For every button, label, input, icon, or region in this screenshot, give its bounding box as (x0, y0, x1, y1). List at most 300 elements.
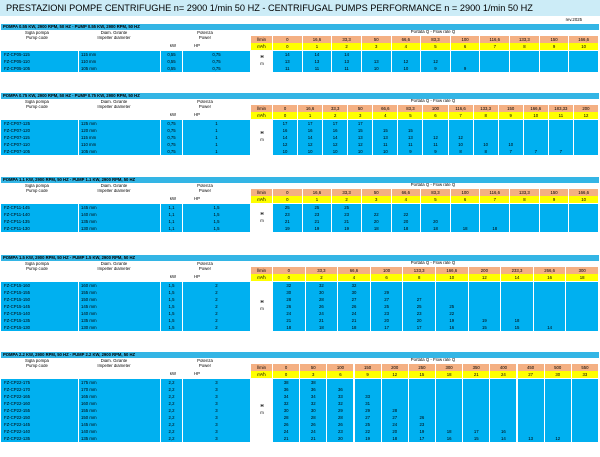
table-row[interactable] (1, 414, 599, 421)
kw-cell: 2,2 (161, 379, 183, 386)
head-value-cell: 14 (490, 435, 517, 442)
table-row[interactable] (1, 428, 599, 435)
flow-rate-label: Portata Q - Flow rate Q (410, 261, 456, 265)
head-value-cell (518, 428, 545, 435)
flow-m3h-cell: 4 (392, 196, 422, 203)
power-label: Power (198, 36, 212, 40)
head-value-cell: 14 (273, 134, 298, 141)
head-value-cell (451, 204, 481, 211)
kw-cell: 2,2 (161, 414, 183, 421)
table-row[interactable] (1, 393, 599, 400)
flow-m3h-cell: 30 (545, 371, 572, 378)
impeller-diameter-cell: 175 mm (79, 379, 161, 386)
pump-code-cell: FZ-CP07-110 (1, 141, 79, 148)
head-value-cell (574, 134, 599, 141)
head-value-cell (436, 289, 469, 296)
head-value-cell (524, 141, 549, 148)
impeller-diameter-cell: 140 mm (79, 211, 161, 218)
head-H-label: H (260, 131, 264, 135)
head-value-cell (566, 317, 599, 324)
hp-cell: 3 (183, 400, 251, 407)
head-value-cell (449, 127, 474, 134)
pump-code-cell: FZ-CP22-175 (1, 379, 79, 386)
hp-cell: 2 (183, 310, 251, 317)
table-row[interactable] (1, 134, 599, 141)
unit-m3h: m³/h (251, 112, 273, 119)
head-value-cell (569, 58, 599, 65)
head-value-cell (451, 211, 481, 218)
head-value-cell (501, 282, 534, 289)
block-title: POMPA 1.1 KW, 2900 RPM, 50 HZ - PUMP 1.1 KW, 2900 RPM, 50 HZ (1, 177, 599, 183)
head-value-cell: 18 (451, 225, 481, 232)
head-value-cell (469, 282, 502, 289)
table-row[interactable] (1, 379, 599, 386)
head-value-cell (524, 127, 549, 134)
head-value-cell (382, 379, 409, 386)
head-value-cell (392, 51, 422, 58)
head-value-cell (518, 400, 545, 407)
flow-lmin-cell: 150 (540, 189, 570, 196)
table-row[interactable] (1, 51, 599, 58)
head-value-cell (436, 407, 463, 414)
potenza-label: Potenza (197, 184, 213, 188)
head-value-cell (474, 127, 499, 134)
head-value-cell (540, 211, 570, 218)
head-m-label: m (260, 138, 264, 142)
pump-code-cell: FZ-CP15-150 (1, 296, 79, 303)
flow-m3h-cell: 6 (451, 196, 481, 203)
head-value-cell (545, 414, 572, 421)
kw-cell: 0,55 (161, 58, 183, 65)
flow-m3h-cell: 9 (499, 112, 524, 119)
head-value-cell (510, 58, 540, 65)
head-value-cell (572, 421, 599, 428)
head-value-cell: 20 (392, 218, 422, 225)
flow-lmin-cell: 16,6 (298, 105, 323, 112)
pump-code-cell: FZ-CP22-170 (1, 386, 79, 393)
head-value-cell: 16 (323, 127, 348, 134)
table-row[interactable] (1, 225, 599, 232)
table-row[interactable] (1, 386, 599, 393)
flow-lmin-cell: 50 (362, 36, 392, 43)
kw-cell: 1,1 (161, 204, 183, 211)
head-value-cell: 20 (362, 218, 392, 225)
head-value-cell: 22 (362, 211, 392, 218)
head-m-label: m (260, 219, 264, 223)
head-value-cell: 32 (306, 282, 339, 289)
diam-label: Diam. Girante (100, 184, 128, 188)
head-value-cell: 29 (327, 407, 354, 414)
hp-cell: 1,5 (183, 218, 251, 225)
impeller-label: Impeller diameter (97, 105, 131, 109)
head-value-cell: 17 (409, 435, 436, 442)
flow-m3h-cell: 0 (273, 112, 298, 119)
kw-cell: 1,5 (161, 324, 183, 331)
head-value-cell (501, 310, 534, 317)
flow-lmin-cell: 166,6 (569, 36, 599, 43)
flow-m3h-cell: 0 (273, 43, 303, 50)
flow-lmin-cell: 200 (382, 364, 409, 371)
head-value-cell (566, 310, 599, 317)
pump-code-cell: FZ-CP05-105 (1, 65, 79, 72)
table-row[interactable] (1, 211, 599, 218)
head-value-cell: 12 (298, 141, 323, 148)
hp-cell: 3 (183, 386, 251, 393)
head-value-cell: 7 (524, 148, 549, 155)
head-value-cell (518, 379, 545, 386)
pump-code-cell: FZ-CP15-135 (1, 317, 79, 324)
flow-m3h-cell: 18 (566, 274, 599, 281)
flow-m3h-cell: 7 (480, 196, 510, 203)
table-row[interactable] (1, 435, 599, 442)
head-value-cell: 30 (300, 407, 327, 414)
sigla-label: Sigla pompa (25, 31, 49, 35)
hp-label: HP (194, 113, 200, 117)
hp-cell: 3 (183, 435, 251, 442)
flow-m3h-row (1, 112, 599, 119)
head-value-cell (449, 120, 474, 127)
head-value-cell (480, 204, 510, 211)
flow-lmin-cell: 0 (273, 189, 303, 196)
flow-lmin-cell: 83,3 (398, 105, 423, 112)
head-value-cell (382, 386, 409, 393)
head-value-cell: 13 (373, 134, 398, 141)
head-value-cell (524, 134, 549, 141)
head-value-cell (540, 225, 570, 232)
impeller-diameter-cell: 130 mm (79, 324, 161, 331)
head-value-cell (327, 379, 354, 386)
head-value-cell (421, 51, 451, 58)
kw-cell: 1,1 (161, 218, 183, 225)
table-row[interactable] (1, 296, 599, 303)
pump-code-cell: FZ-CP22-165 (1, 393, 79, 400)
head-value-cell (566, 324, 599, 331)
flow-rate-label: Portata Q - Flow rate Q (410, 99, 456, 103)
table-row[interactable] (1, 127, 599, 134)
head-value-cell: 24 (382, 421, 409, 428)
head-value-cell (423, 120, 448, 127)
flow-m3h-cell: 10 (436, 274, 469, 281)
head-value-cell (569, 211, 599, 218)
head-value-cell: 29 (371, 289, 404, 296)
block-title: POMPA 0.75 KW, 2900 RPM, 50 HZ - PUMP 0.75 KW, 2900 RPM, 50 HZ (1, 93, 599, 99)
head-value-cell: 30 (273, 407, 300, 414)
kw-cell: 0,75 (161, 127, 183, 134)
flow-m3h-cell: 12 (469, 274, 502, 281)
flow-m3h-cell: 8 (474, 112, 499, 119)
flow-m3h-row (1, 274, 599, 281)
flow-lmin-cell: 150 (540, 36, 570, 43)
table-row[interactable] (1, 317, 599, 324)
flow-m3h-cell: 2 (332, 43, 362, 50)
head-value-cell (549, 127, 574, 134)
head-value-cell (534, 317, 567, 324)
hp-cell: 1,5 (183, 211, 251, 218)
pump-code-cell: FZ-CP11-145 (1, 204, 79, 211)
table-row[interactable] (1, 400, 599, 407)
impeller-diameter-cell: 155 mm (79, 289, 161, 296)
head-value-cell (510, 225, 540, 232)
head-value-cell: 8 (474, 148, 499, 155)
pump-code-cell: FZ-CP15-155 (1, 289, 79, 296)
head-value-cell: 18 (421, 225, 451, 232)
head-value-cell: 26 (327, 421, 354, 428)
head-value-cell (499, 120, 524, 127)
table-row[interactable] (1, 421, 599, 428)
kw-cell: 0,55 (161, 65, 183, 72)
head-value-cell: 22 (392, 211, 422, 218)
impeller-diameter-cell: 155 mm (79, 407, 161, 414)
head-value-cell: 11 (332, 65, 362, 72)
flow-lmin-cell: 166,6 (436, 267, 469, 274)
head-value-cell (574, 141, 599, 148)
head-value-cell (436, 386, 463, 393)
kw-label: kW (169, 44, 177, 48)
head-value-cell: 15 (398, 127, 423, 134)
head-value-cell: 18 (392, 225, 422, 232)
head-value-cell: 19 (409, 428, 436, 435)
head-value-cell (574, 127, 599, 134)
power-label: Power (198, 105, 212, 109)
head-value-cell: 17 (273, 120, 298, 127)
impeller-diameter-cell: 130 mm (79, 225, 161, 232)
unit-m3h: m³/h (251, 274, 273, 281)
head-value-cell (569, 51, 599, 58)
head-value-cell: 10 (474, 141, 499, 148)
head-value-cell: 7 (549, 148, 574, 155)
hp-cell: 3 (183, 393, 251, 400)
flow-m3h-cell: 6 (423, 112, 448, 119)
flow-lmin-cell: 450 (518, 364, 545, 371)
flow-lmin-cell: 150 (499, 105, 524, 112)
head-value-cell (490, 414, 517, 421)
diam-label: Diam. Girante (100, 31, 128, 35)
head-value-cell: 26 (409, 414, 436, 421)
head-value-cell (534, 282, 567, 289)
table-row[interactable] (1, 120, 599, 127)
unit-m3h: m³/h (251, 371, 273, 378)
flow-lmin-cell: 100 (327, 364, 354, 371)
table-row[interactable] (1, 204, 599, 211)
head-value-cell (499, 134, 524, 141)
head-value-cell (373, 120, 398, 127)
unit-lmin: l/min (251, 267, 273, 274)
head-value-cell: 15 (463, 435, 490, 442)
unit-lmin: l/min (251, 105, 273, 112)
head-value-cell (490, 407, 517, 414)
head-value-cell (469, 289, 502, 296)
head-value-cell (540, 65, 570, 72)
flow-lmin-cell: 33,3 (306, 267, 339, 274)
head-value-cell (501, 289, 534, 296)
head-value-cell (436, 296, 469, 303)
flow-m3h-cell: 8 (510, 43, 540, 50)
hp-cell: 2 (183, 282, 251, 289)
head-value-cell: 14 (273, 51, 303, 58)
impeller-diameter-cell: 140 mm (79, 310, 161, 317)
head-value-cell: 16 (436, 435, 463, 442)
table-row[interactable] (1, 303, 599, 310)
head-value-cell: 20 (371, 317, 404, 324)
table-row[interactable] (1, 282, 599, 289)
head-value-cell: 12 (421, 58, 451, 65)
flow-lmin-cell: 0 (273, 36, 303, 43)
flow-m3h-cell: 3 (362, 43, 392, 50)
impeller-diameter-cell: 135 mm (79, 435, 161, 442)
table-row[interactable] (1, 310, 599, 317)
flow-m3h-cell: 7 (480, 43, 510, 50)
impeller-diameter-cell: 135 mm (79, 317, 161, 324)
flow-lmin-cell: 66,6 (392, 189, 422, 196)
table-row[interactable] (1, 58, 599, 65)
head-H-label: H (260, 212, 264, 216)
kw-cell: 1,5 (161, 317, 183, 324)
impeller-diameter-cell: 150 mm (79, 414, 161, 421)
table-row[interactable] (1, 141, 599, 148)
kw-cell: 2,2 (161, 386, 183, 393)
head-value-cell: 25 (403, 303, 436, 310)
flow-lmin-cell: 250 (409, 364, 436, 371)
head-value-cell: 18 (382, 435, 409, 442)
head-value-cell: 33 (327, 393, 354, 400)
head-value-cell (569, 204, 599, 211)
flow-lmin-cell: 16,6 (303, 189, 333, 196)
head-value-cell: 32 (273, 282, 306, 289)
flow-m3h-cell: 6 (371, 274, 404, 281)
pump-code-cell: FZ-CP07-115 (1, 134, 79, 141)
head-value-cell (409, 407, 436, 414)
flow-lmin-cell: 133,3 (510, 36, 540, 43)
head-value-cell (362, 51, 392, 58)
head-value-cell (355, 386, 382, 393)
head-value-cell (545, 428, 572, 435)
head-value-cell (540, 51, 570, 58)
table-row[interactable] (1, 148, 599, 155)
hp-cell: 1 (183, 141, 251, 148)
flow-m3h-cell: 6 (327, 371, 354, 378)
flow-m3h-row (1, 43, 599, 50)
flow-m3h-cell: 1 (303, 196, 333, 203)
head-value-cell: 23 (327, 428, 354, 435)
pump-code-cell: FZ-CP11-140 (1, 211, 79, 218)
head-value-cell (572, 386, 599, 393)
flow-lmin-cell: 33,3 (323, 105, 348, 112)
hp-cell: 3 (183, 407, 251, 414)
head-value-cell: 23 (332, 211, 362, 218)
table-row[interactable] (1, 218, 599, 225)
table-row[interactable] (1, 324, 599, 331)
head-value-cell: 24 (273, 310, 306, 317)
head-value-cell (409, 386, 436, 393)
head-value-cell (545, 421, 572, 428)
head-value-cell: 25 (273, 204, 303, 211)
flow-lmin-cell: 83,3 (421, 36, 451, 43)
pump-code-cell: FZ-CP22-140 (1, 428, 79, 435)
head-value-cell: 11 (373, 141, 398, 148)
head-value-cell: 10 (392, 65, 422, 72)
pump-code-cell: FZ-CP22-155 (1, 407, 79, 414)
hp-cell: 3 (183, 379, 251, 386)
head-value-cell: 18 (436, 428, 463, 435)
flow-m3h-cell: 12 (382, 371, 409, 378)
head-value-cell (566, 296, 599, 303)
kw-cell: 0,75 (161, 141, 183, 148)
head-m-label: m (260, 62, 264, 66)
head-value-cell: 12 (392, 58, 422, 65)
head-value-cell: 36 (300, 386, 327, 393)
head-value-cell: 21 (303, 218, 333, 225)
head-value-cell: 28 (306, 296, 339, 303)
head-value-cell: 33 (355, 393, 382, 400)
flow-m3h-cell: 21 (463, 371, 490, 378)
flow-lmin-cell: 116,6 (449, 105, 474, 112)
flow-lmin-cell: 33,3 (332, 36, 362, 43)
head-value-cell (451, 218, 481, 225)
flow-lmin-cell: 50 (300, 364, 327, 371)
head-value-cell (545, 393, 572, 400)
flow-lmin-cell: 83,3 (421, 189, 451, 196)
flow-lmin-cell: 0 (273, 105, 298, 112)
table-row[interactable] (1, 407, 599, 414)
flow-lmin-cell: 50 (348, 105, 373, 112)
pump-code-cell: FZ-CP22-135 (1, 435, 79, 442)
flow-lmin-cell: 133,3 (510, 189, 540, 196)
potenza-label: Potenza (197, 100, 213, 104)
flow-lmin-cell: 100 (371, 267, 404, 274)
head-value-cell (534, 303, 567, 310)
kw-cell: 1,1 (161, 211, 183, 218)
pump-code-cell: FZ-CP05-110 (1, 58, 79, 65)
table-row[interactable] (1, 289, 599, 296)
flow-m3h-row (1, 371, 599, 378)
pump-code-label: Pump code (26, 189, 48, 193)
head-value-cell: 10 (499, 141, 524, 148)
flow-lmin-row (1, 189, 599, 196)
head-value-cell: 29 (355, 407, 382, 414)
flow-lmin-cell: 66,6 (338, 267, 371, 274)
hp-cell: 0,75 (183, 51, 251, 58)
head-value-cell: 27 (382, 414, 409, 421)
head-value-cell: 36 (327, 386, 354, 393)
head-value-cell (403, 282, 436, 289)
head-value-cell: 32 (300, 400, 327, 407)
head-value-cell: 23 (403, 310, 436, 317)
impeller-diameter-cell: 145 mm (79, 303, 161, 310)
head-value-cell: 19 (303, 225, 333, 232)
head-value-cell: 13 (398, 134, 423, 141)
flow-m3h-cell: 4 (373, 112, 398, 119)
head-value-cell: 28 (327, 414, 354, 421)
head-value-cell (382, 393, 409, 400)
flow-m3h-cell: 11 (549, 112, 574, 119)
impeller-diameter-cell: 160 mm (79, 400, 161, 407)
head-value-cell: 25 (332, 204, 362, 211)
pump-block (1, 93, 599, 155)
head-value-cell: 17 (371, 324, 404, 331)
hp-label: HP (194, 372, 200, 376)
flow-m3h-cell: 18 (436, 371, 463, 378)
head-value-cell (572, 407, 599, 414)
head-value-cell (463, 400, 490, 407)
head-value-cell (480, 218, 510, 225)
head-value-cell: 11 (423, 141, 448, 148)
flow-lmin-cell: 100 (423, 105, 448, 112)
head-value-cell (409, 393, 436, 400)
flow-m3h-cell: 6 (451, 43, 481, 50)
head-value-cell (490, 421, 517, 428)
table-row[interactable] (1, 65, 599, 72)
flow-lmin-cell: 0 (273, 364, 300, 371)
